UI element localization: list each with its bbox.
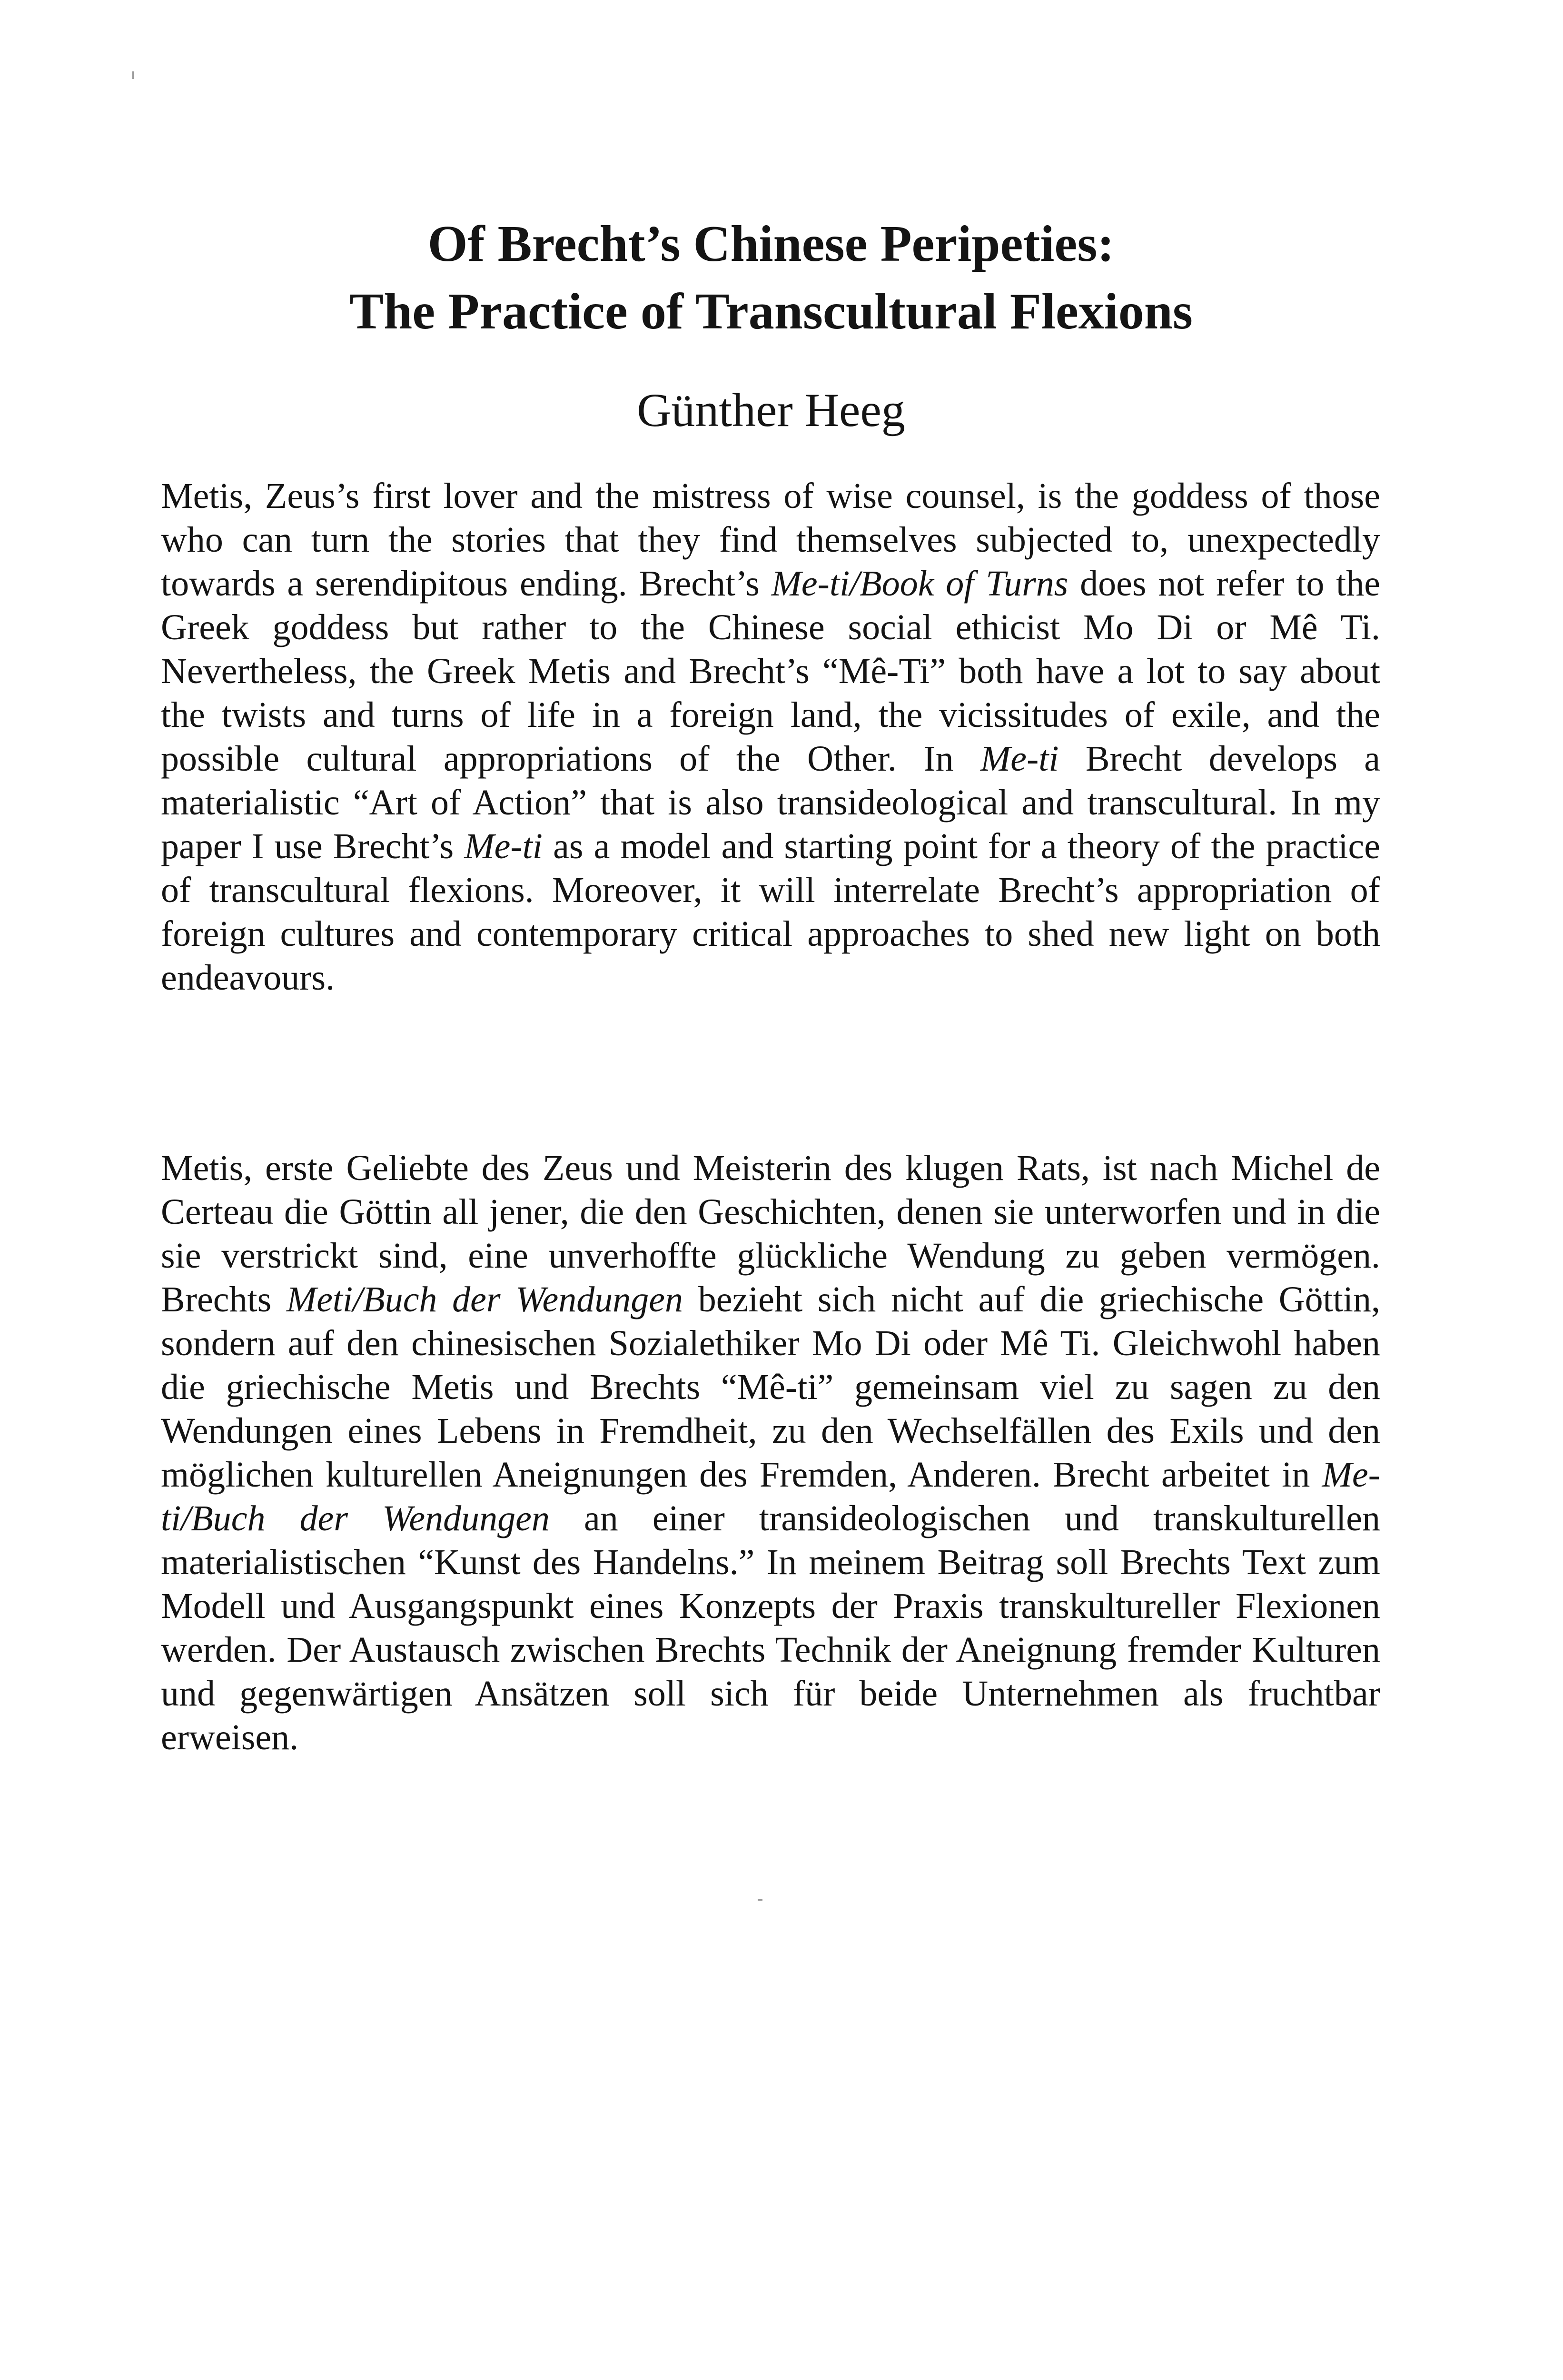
abstract-de-italic-title-2: Me-ti/Buch der Wendungen xyxy=(161,1455,1380,1538)
article-title-line-2: The Practice of Transcultural Flexions xyxy=(349,283,1193,340)
abstract-english xyxy=(161,474,1380,1000)
abstract-en-italic-title-2: Me-ti xyxy=(980,739,1059,779)
author-name: Günther Heeg xyxy=(637,384,905,436)
abstract-en-text-2: does not refer to the Greek goddess but rather to the Chinese social ethicist Mo Di or Mê Ti. Nevertheless, the Greek Metis and Brecht’s “Mê-Ti” both have a lot to say about the twists and turns of life in a foreign land, the vicissitudes of exile, and the possible cultural appropriations of the Other. In xyxy=(161,564,1380,779)
abstract-en-text-3: Brecht develops a materialistic “Art of Action” that is also transideological and transcultural. In my paper I use Brecht’s xyxy=(161,739,1380,866)
abstract-en-text-1: Metis, Zeus’s first lover and the mistress of wise counsel, is the goddess of those who can turn the stories that they find themselves subjected to, unexpectedly towards a serendipitous ending. Brecht’s xyxy=(161,476,1380,604)
abstract-en-italic-title-3: Me-ti xyxy=(464,826,543,866)
abstract-german xyxy=(161,1146,1380,1759)
abstract-en-italic-title-1: Me-ti/Book of Turns xyxy=(771,564,1068,604)
abstract-en-text-4: as a model and starting point for a theory of the practice of transcultural flexions. Moreover, it will interrelate Brecht’s appropriation of foreign cultures and contemporary critical approaches to shed new light on both endeavours. xyxy=(161,826,1381,998)
abstract-de-text-2: bezieht sich nicht auf die griechische Göttin, sondern auf den chinesischen Sozialethiker Mo Di oder Mê Ti. Gleichwohl haben die griechische Metis und Brechts “Mê-ti” gemeinsam viel zu sagen zu den Wendungen eines Lebens in Fremdheit, zu den Wechselfällen des Exils und den möglichen kulturellen Aneignungen des Fremden, Anderen. Brecht arbeitet in xyxy=(161,1279,1381,1495)
scan-speck xyxy=(132,71,134,79)
abstract-de-italic-title-1: Meti/Buch der Wendungen xyxy=(286,1279,683,1319)
abstract-de-text-3: an einer transideologischen und transkulturellen materialistischen “Kunst des Handelns.” In meinem Beitrag soll Brechts Text zum Modell und Ausgangspunkt eines Konzepts der Praxis transkultureller Flexionen werden. Der Austausch zwischen Brechts Technik der Aneignung fremder Kulturen und gegenwärtigen Ansätzen soll sich für beide Unternehmen als fruchtbar erweisen. xyxy=(161,1498,1380,1757)
scan-speck xyxy=(758,1899,762,1901)
abstract-de-text-1: Metis, erste Geliebte des Zeus und Meisterin des klugen Rats, ist nach Michel de Certeau die Göttin all jener, die den Geschichten, denen sie unterworfen und in die sie verstrickt sind, eine unverhoffte glückliche Wendung zu geben vermögen. Brechts xyxy=(161,1148,1380,1319)
article-title-line-1: Of Brecht’s Chinese Peripeties: xyxy=(427,216,1115,272)
